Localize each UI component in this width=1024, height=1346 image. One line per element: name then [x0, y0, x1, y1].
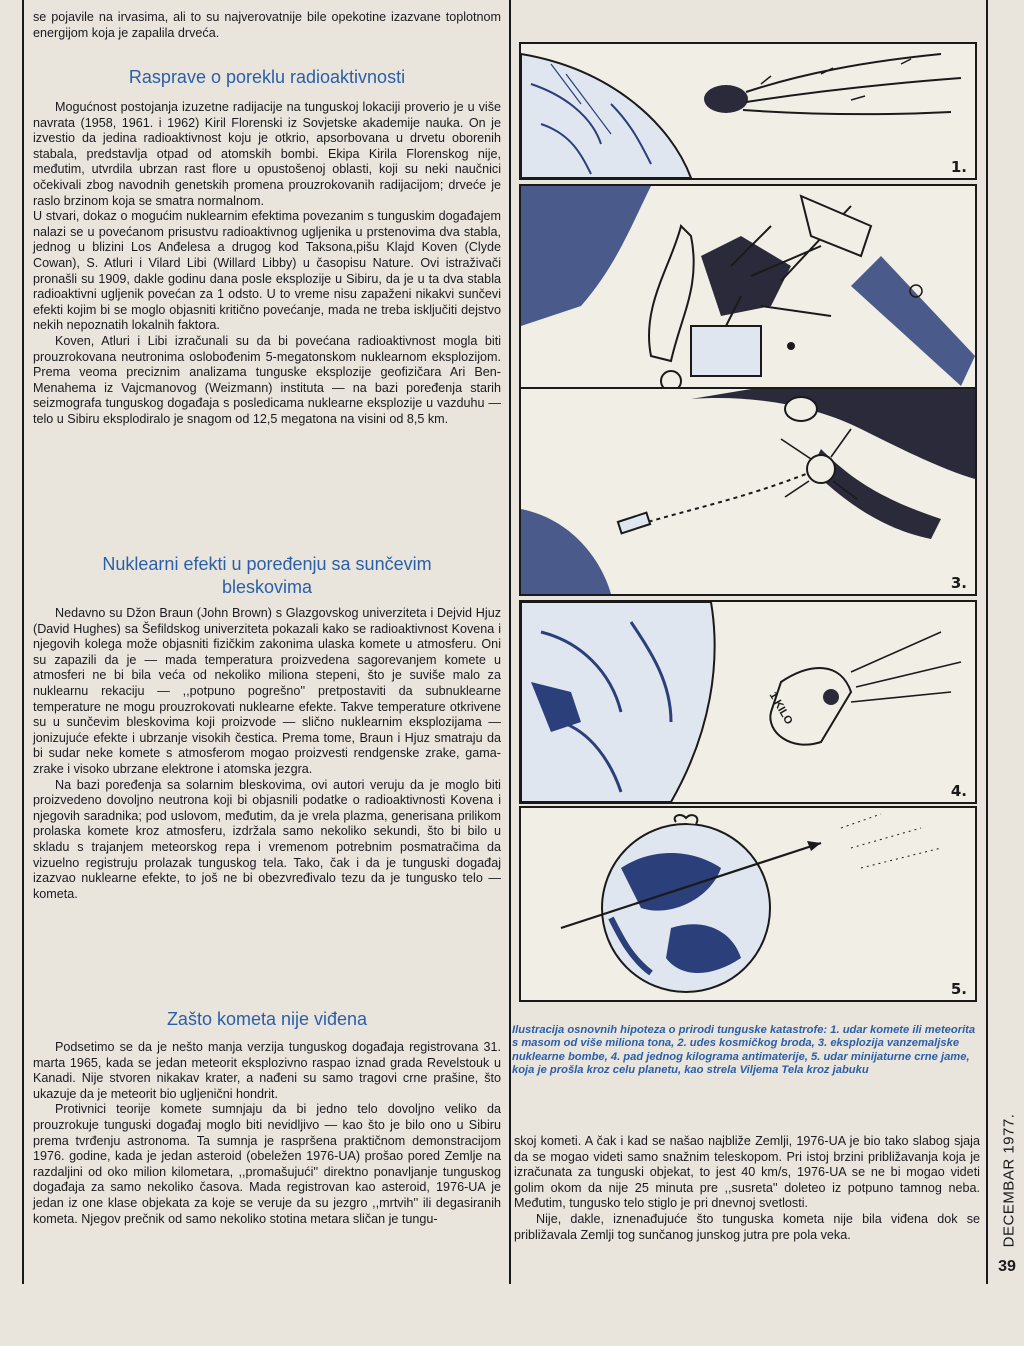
paragraph: Na bazi poređenja sa solarnim bleskovima, ovi autori veruju da je moglo biti proizvedeno dovoljno neutrona koji bi objasnili podatke o radioaktivnosti Kovena i njegovih saradnika; pod uslovom, međutim, da je vrela plazma, generisana prilikom prolaska komete kroz atmosferu, izdržala samo nekoliko sekundi, što bi bilo u skladu s trajanjem meteorskog repa i vremenom potrebnim posmatračima da vizuelno registruju prolazak tunguskog tela. Tako, čak i da je tunguski događaj izazvao nuklearne efekte, to još ne bi obezvređivalo tezu da je tungusko telo — kometa. [33, 777, 501, 901]
black-hole-drawing [521, 808, 975, 1000]
paragraph: Mogućnost postojanja izuzetne radijacije na tunguskoj lokaciji proverio je u više navrata (1958, 1961. i 1962) Kiril Florenski iz Sovjetske akademije nauka. On je izvestio da jedina radioaktivnost koju je otkrio, apsorbovana u drvetu oborenih stabala, predstavlja otpad od atomskih bombi. Ekipa Kirila Florenskog nije, međutim, utvrdila ubrzan rast flore u opustošenoj oblasti, koji su neki naučnici očekivali zbog navodnih genetskih promena prouzrokovanih radijacijom; drveće je raslo brzinom koja se smatra normalnom. [33, 100, 501, 208]
panel-number: 4. [950, 782, 967, 800]
paragraph: U stvari, dokaz o mogućim nuklearnim efektima povezanim s tunguskim događajem nalazi se u povećanom prisustvu radioaktivnog ugljenika u prstenovima dva stabla, jednog u blizini Los Anđelesa a drugog kod Taksona,pišu Klajd Koven (Clyde Cowan), S. Atluri i Vilard Libi (Willard Libby) u časopisu Nature. Ovi istraživači pronašli su 1909, dakle godinu dana posle eksplozije u Sibiru, da je u ta dva stabla radioaktivni ugljenik povećan za 1 odsto. U to vreme nisu zapaženi nikakvi sunčevi efekti kojim bi se moglo objasniti kritično povećanje, mada ne treba isključiti dejstvo nekih nepoznatih lokalnih faktora. [33, 209, 501, 333]
illustration-panel-antimatter [519, 600, 977, 804]
spaceship-crash-drawing [521, 186, 975, 406]
paragraph: Podsetimo se da je nešto manja verzija tunguskog događaja registrovana 31. marta 1965, kada se jedan meteorit eksplozivno raspao iznad grada Revelstouk u Kanadi. Nije stvoren nikakav krater, a nađeni su samo tragovi crne prašine, što ukazuje da je meteorit bio ugljenični hondrit. [33, 1040, 501, 1101]
section-radioactivity-body [33, 100, 501, 427]
paragraph: Nije, dakle, iznenađujuće što tunguska kometa nije bila viđena dok se približavala Zemlji tog sunčanog junskog jutra pre pola veka. [514, 1211, 980, 1242]
panel-number: 5. [950, 980, 967, 998]
right-column-body [514, 1134, 980, 1243]
alien-bomb-drawing [521, 389, 975, 594]
paragraph: skoj kometi. A čak i kad se našao najbliže Zemlji, 1976-UA je bio tako slabog sjaja da se mogao videti samo snažnim teleskopom. Pri istoj brzini približavanja koja je izračunata za tunguski objekat, to jest 40 km/s, 1976-UA se ne bi mogao videti golim okom da nije 25 minuta pre ,,susreta'' doleteo iz potpuno tamnog neba. Međutim, tungusko telo stiglo je pri dnevnoj svetlosti. [514, 1134, 980, 1211]
panel-number: 1. [950, 158, 967, 176]
paragraph: Nedavno su Džon Braun (John Brown) s Glazgovskog univerziteta i Dejvid Hjuz (David Hughes) sa Šefildskog univerziteta pokazali kako se radioaktivnost Kovena i njegovih kolega može objasniti fizičkim zakonima ulaska komete u atmosferu. Oni su zapazili da je — mada temperatura proizvedena sagorevanjem komete u atmosferi ne bi bila veća od nekoliko miliona stepeni, što je suviše malo za nuklearnu rekaciju — ,,potpuno pogrešno'' pretpostaviti da subnuklearne temperature ne mogu prouzrokovati nuklearne efekte. Takve temperature otkrivene su u sunčevim bleskovima koji proizvode — slično nuklearnim eksplozijama — jonizujuće efekte i ubrzanje visokih čestica. Prema tome, Braun i Hjuz smatraju da bi sudar neke komete s atmosferom mogao proizvesti rendgenske zrake, gama-zrake i visoko ubrzane elektrone i atomska jezgra. [33, 606, 501, 776]
section-heading-radioactivity: Rasprave o poreklu radioaktivnosti [128, 67, 406, 87]
kilo-label: 1 KILO [766, 690, 795, 727]
column-divider-rule [509, 0, 511, 1284]
issue-date: DECEMBAR 1977. [1000, 1113, 1018, 1247]
comet-impact-drawing [521, 44, 975, 178]
panel-number: 3. [950, 574, 967, 592]
page-number: 39 [998, 1258, 1016, 1275]
left-margin-rule [22, 0, 24, 1284]
illustration-panel-black-hole [519, 806, 977, 1002]
antimatter-drawing [521, 602, 975, 802]
illustration-panel-spaceship-crash [519, 184, 977, 408]
intro-text: se pojavile na irvasima, ali to su najverovatnije bile opekotine izazvane toplotnom energijom koja je zapalila drveća. [33, 10, 501, 40]
section-heading-nuclear-effects: Nuklearni efekti u poređenju sa sunčevim bleskovima [102, 554, 432, 597]
illustration-panel-alien-bomb [519, 387, 977, 596]
intro-paragraph [33, 10, 501, 41]
issue-date-vertical [998, 1080, 1020, 1280]
illustration-panel-comet-impact [519, 42, 977, 180]
illustration-caption: Ilustracija osnovnih hipoteza o prirodi tunguske katastrofe: 1. udar komete ili meteorita s masom od više miliona tona, 2. udes kosmičkog broda, 3. eksplozija vanzemaljske nuklearne bombe, 4. pad jednog kilograma antimaterije, 5. udar minijaturne crne jame, koja je prošla kroz celu planetu, kao strela Viljema Tela kroz jabuku [512, 1024, 976, 1077]
section-why-not-seen-body [33, 1040, 501, 1227]
section-heading-why-not-seen: Zašto kometa nije viđena [166, 1009, 368, 1029]
right-margin-rule [986, 0, 988, 1284]
paragraph: Koven, Atluri i Libi izračunali su da bi povećana radioaktivnost mogla biti prouzrokovana neutronima oslobođenim 5-megatonskom nuklearnom eksplozijom. Prema veoma preciznim analizama tunguske eksplozije geofizičara Ari Ben-Menahema iz Vajcmanovog (Weizmann) instituta — na bazi poređenja starih seizmografa tunguskog događaja s posledicama nuklearne eksplozije u vazduhu — telo u Sibiru eksplodiralo je snagom od 12,5 megatona na visini od 8,5 km. [33, 333, 501, 426]
section-nuclear-effects-body [33, 606, 501, 902]
paragraph: Protivnici teorije komete sumnjaju da bi jedno telo dovoljno veliko da prouzrokuje tunguski događaj moglo biti nevidljivo — kao što je bilo ono u Sibiru prema tvrđenju astronoma. Ta sumnja je raspršena praktičnom demonstracijom 1976. godine, kada je jedan asteroid (obeležen 1976-UA) prošao pored Zemlje na razdaljini od oko milion kilometara, ,,promašujući'' direktno ponavljanje tunguskog događaja za samo nekoliko časova. Mada registrovan kao asteroid, 1976-UA je jedan iz one klase objekata za koje se veruje da su jezgro ,,mrtvih'' ili degasiranih kometa. Njegov prečnik od samo nekoliko stotina metara sličan je tungu- [33, 1102, 501, 1226]
